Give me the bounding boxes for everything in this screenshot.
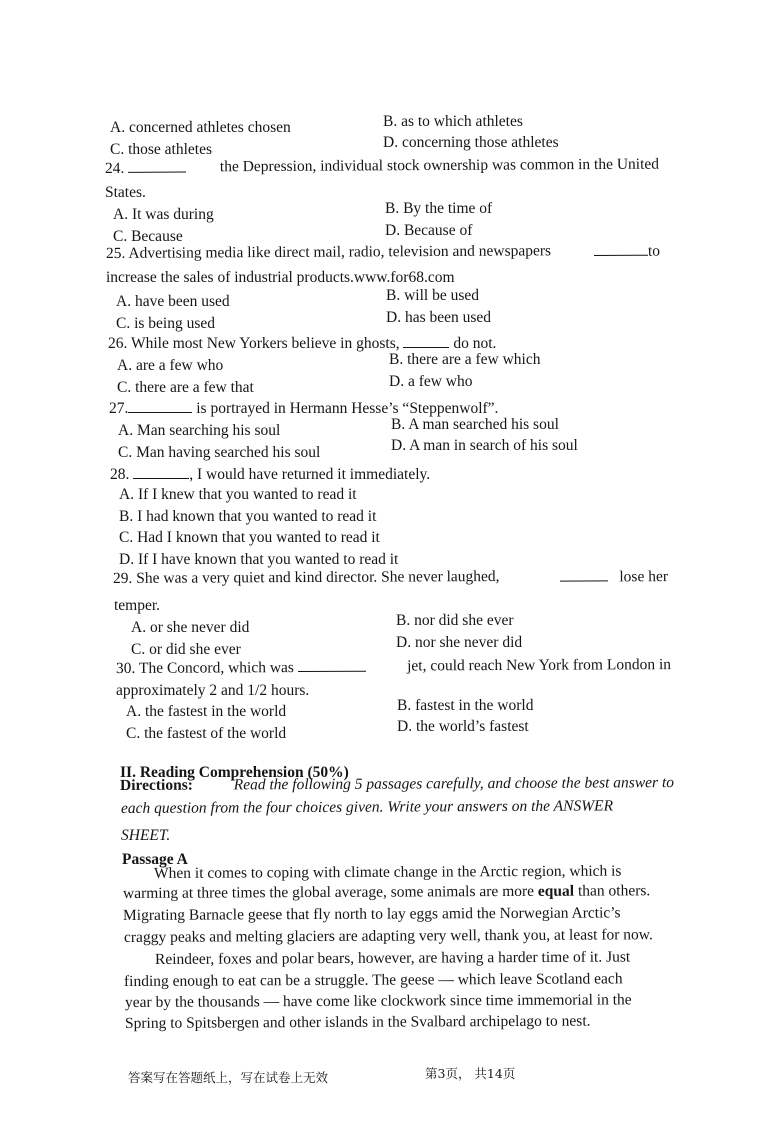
q28-stem-text: , I would have returned it immediately. xyxy=(189,466,431,483)
q29-option-a: A. or she never did xyxy=(131,619,250,636)
q28-number: 28. xyxy=(110,466,130,483)
q27-blank xyxy=(128,398,192,413)
passage-p1-line-2a: warming at three times the global average, some animals are more xyxy=(122,882,535,902)
passage-p1-emphasis: equal xyxy=(537,882,575,900)
q24-blank xyxy=(128,158,186,173)
q23-option-d: D. concerning those athletes xyxy=(383,134,559,151)
q26-option-d: D. a few who xyxy=(389,373,473,390)
q24-option-d: D. Because of xyxy=(385,222,473,239)
q25-option-b: B. will be used xyxy=(386,287,479,304)
directions-line-2: each question from the four choices given. Write your answers on the ANSWER xyxy=(120,797,614,817)
q23-option-a: A. concerned athletes chosen xyxy=(110,119,291,136)
q26-option-b: B. there are a few which xyxy=(389,351,541,368)
q25-stem-cont: increase the sales of industrial products.www.for68.com xyxy=(106,269,455,286)
q30-blank xyxy=(298,657,366,672)
footer-note: 答案写在答题纸上，写在试卷上无效 xyxy=(128,1070,329,1085)
q25-stem-text: 25. Advertising media like direct mail, radio, television and newspapers xyxy=(105,242,552,262)
q29-stem-text: 29. She was a very quiet and kind director. She never laughed, xyxy=(112,567,500,587)
q29-option-c: C. or did she ever xyxy=(131,641,241,658)
q26-option-c: C. there are a few that xyxy=(117,379,254,396)
q27-option-c: C. Man having searched his soul xyxy=(118,444,321,461)
q26-option-a: A. are a few who xyxy=(117,357,224,374)
q30-option-c: C. the fastest of the world xyxy=(126,725,287,742)
q27-option-a: A. Man searching his soul xyxy=(118,422,281,439)
q28-stem xyxy=(110,464,430,485)
q30-option-d: D. the world’s fastest xyxy=(397,718,529,735)
q25-option-d: D. has been used xyxy=(386,309,492,326)
q24-option-c: C. Because xyxy=(113,228,183,245)
q29-blank xyxy=(560,566,608,581)
q25-blank xyxy=(594,241,648,256)
q30-stem-cont: approximately 2 and 1/2 hours. xyxy=(116,682,310,699)
q26-blank xyxy=(403,333,449,348)
q24-number: 24. xyxy=(104,159,125,177)
q27-stem-text: is portrayed in Hermann Hesse’s “Steppenwolf”. xyxy=(196,400,499,417)
directions-text-1: Read the following 5 passages carefully, and choose the best answer to xyxy=(233,774,675,794)
q29-stem-after: lose her xyxy=(619,568,669,586)
q25-stem xyxy=(106,241,660,265)
q23-option-b: B. as to which athletes xyxy=(383,113,523,130)
q27-option-b: B. A man searched his soul xyxy=(391,416,559,433)
q25-option-c: C. is being used xyxy=(116,315,216,332)
q27-number: 27. xyxy=(109,400,129,417)
section-title: II. Reading Comprehension (50%) xyxy=(120,764,349,781)
passage-p2-line-3: year by the thousands — have come like clockwork since time immemorial in the xyxy=(124,991,632,1011)
passage-p2-line-2: finding enough to eat can be a struggle. The geese — which leave Scotland each xyxy=(123,970,623,990)
q24-stem xyxy=(105,155,659,179)
q29-stem-cont: temper. xyxy=(114,597,161,614)
footer-page-number: 第3页， 共14页 xyxy=(425,1066,516,1081)
q24-stem-cont: States. xyxy=(105,184,146,201)
q25-option-a: A. have been used xyxy=(116,293,230,310)
q29-option-b: B. nor did she ever xyxy=(396,612,514,629)
directions-line-1 xyxy=(120,773,674,796)
directions-line-3: SHEET. xyxy=(121,827,171,844)
q26-stem-after: do not. xyxy=(453,335,497,352)
directions-label: Directions: xyxy=(119,776,193,794)
passage-title: Passage A xyxy=(122,851,188,868)
q28-option-b: B. I had known that you wanted to read it xyxy=(119,508,377,525)
passage-p1-line-3: Migrating Barnacle geese that fly north to lay eggs amid the Norwegian Arctic’s xyxy=(122,904,621,924)
q24-stem-text: the Depression, individual stock ownership was common in the United xyxy=(219,155,660,176)
q30-stem-text: 30. The Concord, which was xyxy=(115,659,294,677)
q30-stem xyxy=(116,655,671,679)
passage-p1-line-2c: than others. xyxy=(577,882,651,900)
q28-blank xyxy=(133,464,189,479)
q28-option-c: C. Had I known that you wanted to read it xyxy=(119,529,380,546)
q29-option-d: D. nor she never did xyxy=(396,634,523,651)
passage-p2-line-4: Spring to Spitsbergen and other islands in the Svalbard archipelago to nest. xyxy=(124,1012,591,1032)
passage-p2-line-1: Reindeer, foxes and polar bears, however, are having a harder time of it. Just xyxy=(154,948,631,968)
q24-option-b: B. By the time of xyxy=(385,200,493,217)
passage-p1-line-2 xyxy=(123,881,650,904)
passage-p1-line-4: craggy peaks and melting glaciers are adapting very well, thank you, at least for now. xyxy=(123,926,653,946)
q24-option-a: A. It was during xyxy=(113,206,214,223)
passage-p1-line-1: When it comes to coping with climate change in the Arctic region, which is xyxy=(153,862,622,882)
q30-option-b: B. fastest in the world xyxy=(397,697,534,714)
q29-stem xyxy=(113,566,668,590)
q30-stem-after: jet, could reach New York from London in xyxy=(407,656,672,675)
q23-option-c: C. those athletes xyxy=(110,141,213,158)
q26-stem-text: 26. While most New Yorkers believe in ghosts, xyxy=(108,335,400,352)
q25-stem-after: to xyxy=(647,242,661,260)
q28-option-d: D. If I have known that you wanted to read it xyxy=(119,551,399,568)
q27-option-d: D. A man in search of his soul xyxy=(391,437,578,454)
q28-option-a: A. If I knew that you wanted to read it xyxy=(119,486,357,503)
q30-option-a: A. the fastest in the world xyxy=(126,703,287,720)
